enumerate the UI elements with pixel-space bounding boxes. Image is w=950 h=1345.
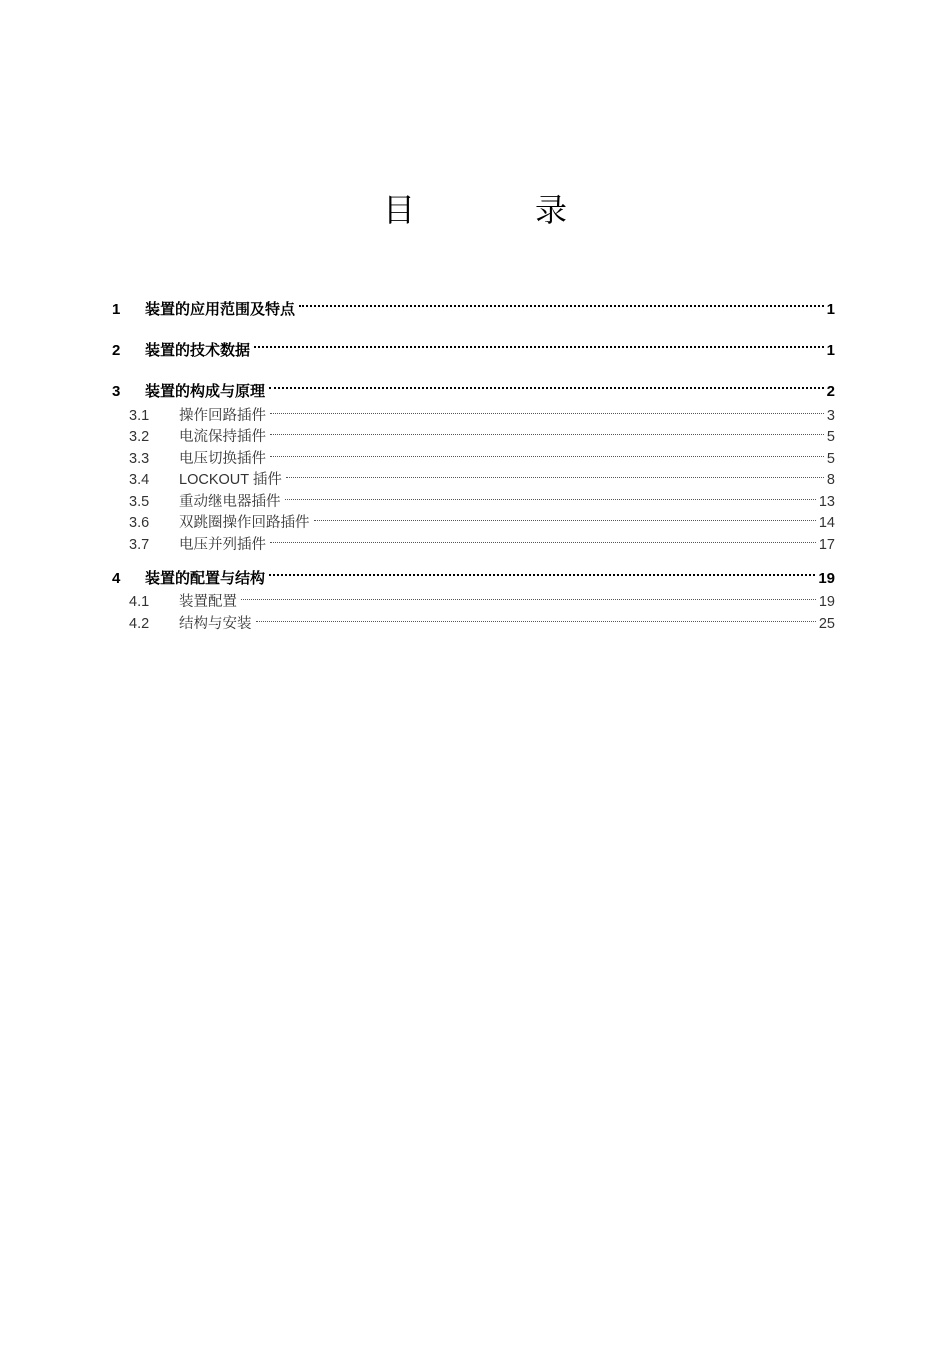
dot-leader — [270, 527, 816, 549]
toc-number: 3.6 — [129, 515, 150, 531]
dot-leader — [270, 420, 824, 442]
table-of-contents — [112, 288, 835, 632]
toc-label: 重动继电器插件 — [179, 493, 281, 510]
toc-label: 电压切换插件 — [179, 450, 266, 467]
toc-number: 3.1 — [129, 407, 150, 424]
toc-page-number: 13 — [818, 493, 835, 510]
toc-entry-3[interactable] — [112, 370, 835, 400]
toc-page-number: 1 — [826, 301, 835, 318]
toc-page-number: 17 — [818, 536, 835, 553]
toc-page-number: 1 — [826, 342, 835, 359]
toc-page-number: 2 — [826, 383, 835, 400]
toc-label: LOCKOUT 插件 — [179, 472, 282, 488]
toc-number: 3 — [112, 383, 121, 400]
dot-leader — [241, 585, 816, 607]
toc-page-number: 25 — [818, 615, 835, 632]
toc-entry-2[interactable] — [112, 329, 835, 359]
toc-label: 装置的应用范围及特点 — [145, 301, 296, 318]
dot-leader — [286, 463, 824, 485]
toc-number: 3.5 — [129, 493, 150, 510]
toc-label: 结构与安装 — [179, 615, 252, 632]
toc-page-number: 14 — [818, 515, 835, 531]
toc-label: 装置的配置与结构 — [145, 569, 266, 587]
toc-page-number: 5 — [826, 429, 835, 445]
toc-number: 4.1 — [129, 594, 150, 610]
toc-number: 4.2 — [129, 615, 150, 632]
toc-number: 2 — [112, 342, 121, 359]
toc-entry-1[interactable] — [112, 288, 835, 318]
dot-leader — [254, 329, 824, 355]
toc-page-number: 5 — [826, 450, 835, 467]
toc-label: 双跳圈操作回路插件 — [179, 515, 310, 531]
toc-label: 装置配置 — [179, 594, 237, 610]
toc-label: 装置的构成与原理 — [145, 383, 266, 400]
toc-number: 4 — [112, 569, 121, 587]
toc-number: 3.3 — [129, 450, 150, 467]
dot-leader — [270, 398, 824, 420]
dot-leader — [270, 441, 824, 463]
toc-page-number: 19 — [818, 594, 835, 610]
dot-leader — [299, 288, 824, 314]
toc-label: 操作回路插件 — [179, 407, 266, 424]
dot-leader — [256, 606, 816, 628]
toc-number: 3.4 — [129, 472, 150, 488]
toc-number: 3.7 — [129, 536, 150, 553]
toc-page-number: 8 — [826, 472, 835, 488]
toc-page-number: 19 — [818, 569, 835, 587]
toc-label: 装置的技术数据 — [145, 342, 251, 359]
page-title: 目 录 — [382, 191, 611, 229]
toc-label: 电流保持插件 — [179, 429, 266, 445]
toc-label: 电压并列插件 — [179, 536, 266, 553]
toc-entry-4[interactable] — [112, 557, 835, 587]
dot-leader — [285, 484, 816, 506]
toc-number: 3.2 — [129, 429, 150, 445]
dot-leader — [269, 370, 824, 396]
dot-leader — [269, 557, 815, 583]
toc-number: 1 — [112, 301, 121, 318]
toc-page-number: 3 — [826, 407, 835, 424]
dot-leader — [314, 506, 816, 528]
